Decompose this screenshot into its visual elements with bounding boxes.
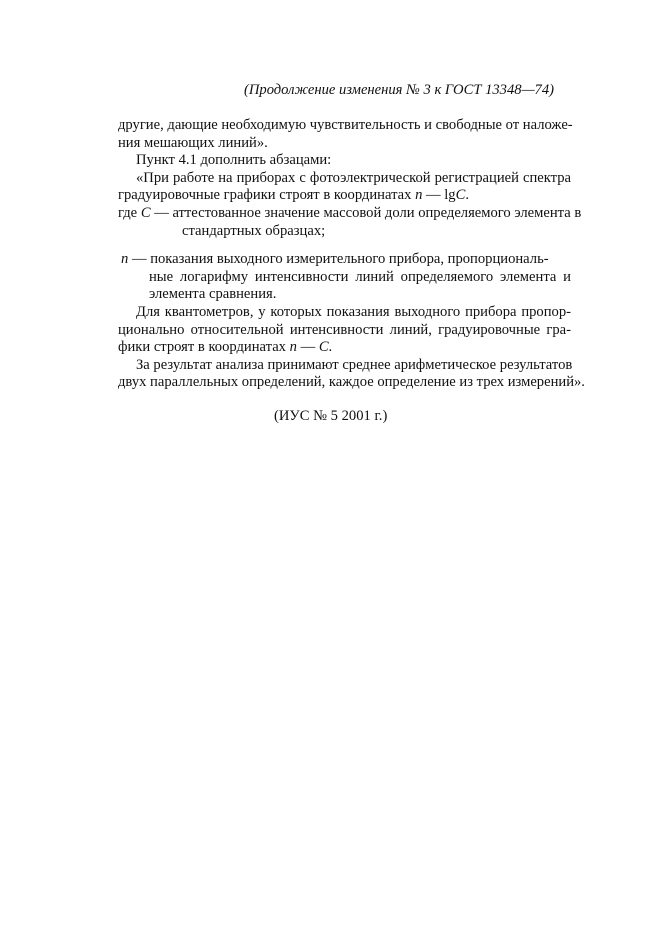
text-line: другие, дающие необходимую чувствительность и свободные от наложе- [118, 117, 573, 133]
text-line: двух параллельных определений, каждое определение из трех измерений». [118, 374, 585, 391]
page-header: (Продолжение изменения № 3 к ГОСТ 13348—74) [244, 82, 554, 98]
text-line: Пункт 4.1 дополнить абзацами: [136, 152, 332, 169]
text: — lg [422, 187, 456, 204]
text: где [118, 204, 141, 221]
text-line [118, 251, 571, 269]
text-line [118, 204, 582, 223]
variable: C [140, 204, 151, 221]
text-line [118, 187, 571, 205]
variable: n [415, 187, 423, 204]
text-line: Для квантометров, у которых показания выходного прибора пропор- [136, 303, 571, 320]
source-note: (ИУС № 5 2001 г.) [274, 407, 388, 424]
text: фики строят в координатах [118, 339, 290, 356]
text-line [118, 339, 571, 357]
text-line: ные логарифму интенсивности линий определяемого элемента и [149, 268, 571, 285]
variable: C [318, 339, 329, 356]
text: — аттестованное значение массовой доли определяемого элемента в [150, 204, 582, 221]
text-line: За результат анализа принимают среднее арифметическое результатов [136, 356, 573, 373]
text: — показания выходного измерительного прибора, пропорциональ- [128, 251, 549, 268]
text: градуировочные графики строят в координатах [118, 187, 416, 204]
text-line: «При работе на приборах с фотоэлектрической регистрацией спектра [136, 169, 571, 186]
text-line: ния мешающих линий». [118, 134, 268, 151]
text: — [296, 339, 319, 356]
variable: n [289, 339, 297, 356]
document-body [118, 117, 585, 426]
text-line: элемента сравнения. [149, 286, 277, 303]
variable: C [455, 187, 466, 204]
variable: n [121, 251, 129, 268]
text-line: ционально относительной интенсивности линий, градуировочные гра- [118, 321, 571, 338]
text-line: стандартных образцах; [182, 222, 326, 239]
text: . [465, 187, 469, 204]
text: . [328, 339, 333, 356]
